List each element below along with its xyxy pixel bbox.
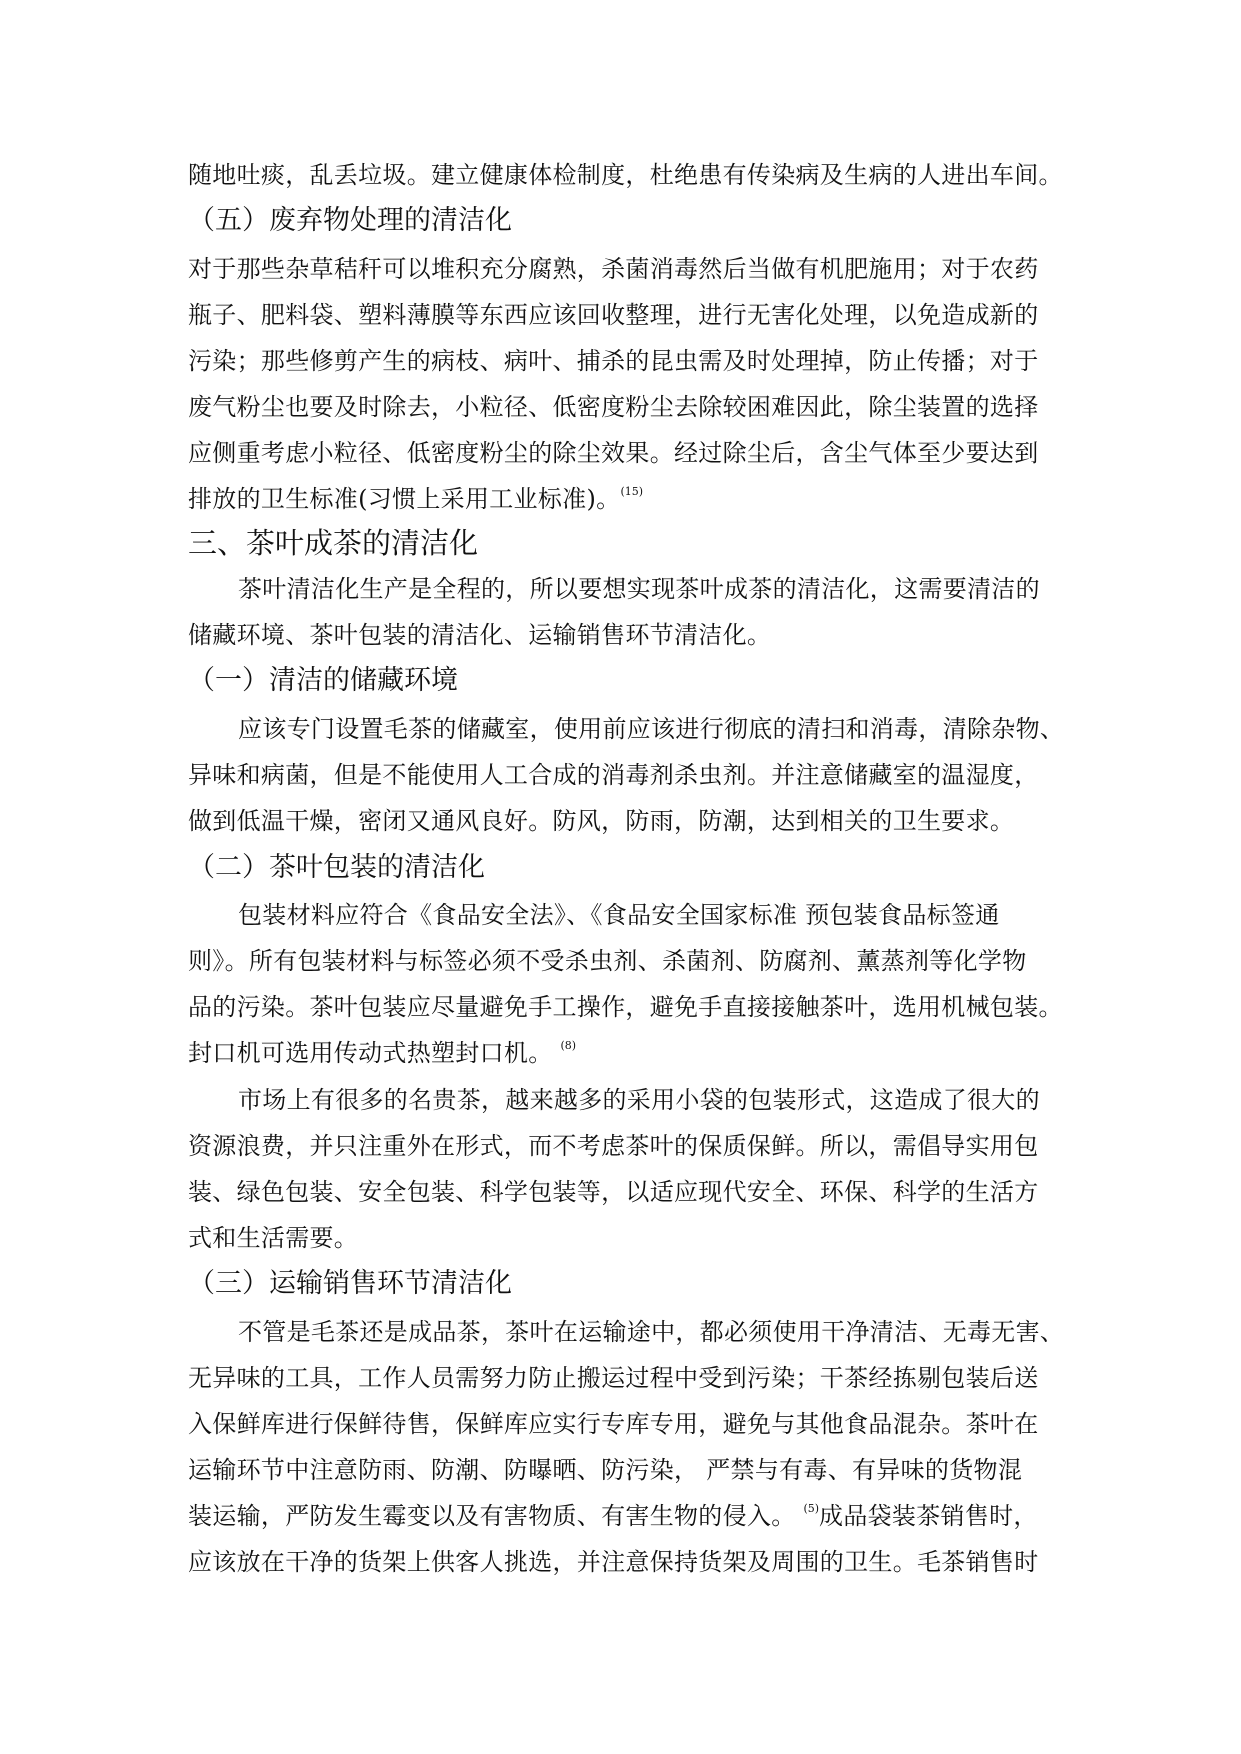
paragraph-text: 排放的卫生标准(习惯上采用工业标准)。 — [188, 485, 621, 513]
paragraph-line: 应该专门设置毛茶的储藏室，使用前应该进行彻底的清扫和消毒，清除杂物、 — [238, 715, 1065, 743]
paragraph-line — [188, 1501, 1038, 1531]
paragraph-line: 应该放在干净的货架上供客人挑选，并注意保持货架及周围的卫生。毛茶销售时 — [188, 1548, 1039, 1576]
paragraph-line — [188, 484, 643, 514]
citation-ref: (8) — [560, 1039, 577, 1052]
paragraph-line: 不管是毛茶还是成品茶，茶叶在运输途中，都必须使用干净清洁、无毒无害、 — [238, 1318, 1065, 1346]
paragraph-text: 装运输，严防发生霉变以及有害物质、有害生物的侵入。 — [188, 1502, 796, 1530]
paragraph-line: 无异味的工具，工作人员需努力防止搬运过程中受到污染；干茶经拣剔包装后送 — [188, 1364, 1039, 1392]
paragraph-line: 瓶子、肥料袋、塑料薄膜等东西应该回收整理，进行无害化处理，以免造成新的 — [188, 301, 1039, 329]
paragraph-line: 入保鲜库进行保鲜待售，保鲜库应实行专库专用，避免与其他食品混杂。茶叶在 — [188, 1410, 1039, 1438]
paragraph-line: 废气粉尘也要及时除去，小粒径、低密度粉尘去除较困难因此，除尘装置的选择 — [188, 393, 1039, 421]
paragraph-line: 做到低温干燥，密闭又通风良好。防风，防雨，防潮，达到相关的卫生要求。 — [188, 807, 1015, 835]
paragraph-line: 市场上有很多的名贵茶，越来越多的采用小袋的包装形式，这造成了很大的 — [238, 1086, 1040, 1114]
paragraph-line: 式和生活需要。 — [188, 1224, 359, 1252]
paragraph-line: 对于那些杂草秸秆可以堆积充分腐熟，杀菌消毒然后当做有机肥施用；对于农药 — [188, 255, 1039, 283]
citation-ref: (5) — [803, 1502, 820, 1515]
paragraph-line: 储藏环境、茶叶包装的清洁化、运输销售环节清洁化。 — [188, 621, 772, 649]
paragraph-line: 则》。所有包装材料与标签必须不受杀虫剂、杀菌剂、防腐剂、薰蒸剂等化学物 — [188, 947, 1027, 975]
chapter-heading: 三、茶叶成茶的清洁化 — [188, 526, 479, 560]
paragraph-line: 包装材料应符合《食品安全法》、《食品安全国家标准 预包装食品标签通 — [238, 901, 1000, 929]
section-heading-transport: （三）运输销售环节清洁化 — [188, 1268, 512, 1299]
paragraph-line: 装、绿色包装、安全包装、科学包装等，以适应现代安全、环保、科学的生活方 — [188, 1178, 1039, 1206]
paragraph-line: 运输环节中注意防雨、防潮、防曝晒、防污染， 严禁与有毒、有异味的货物混 — [188, 1456, 1023, 1484]
paragraph-line: 应侧重考虑小粒径、低密度粉尘的除尘效果。经过除尘后，含尘气体至少要达到 — [188, 439, 1039, 467]
paragraph-line: 品的污染。茶叶包装应尽量避免手工操作，避免手直接接触茶叶，选用机械包装。 — [188, 993, 1063, 1021]
paragraph-line: 污染；那些修剪产生的病枝、病叶、捕杀的昆虫需及时处理掉，防止传播；对于 — [188, 347, 1039, 375]
section-heading-storage: （一）清洁的储藏环境 — [188, 665, 458, 696]
paragraph-line: 异味和病菌，但是不能使用人工合成的消毒剂杀虫剂。并注意储藏室的温湿度， — [188, 761, 1039, 789]
section-heading-waste: （五）废弃物处理的清洁化 — [188, 205, 512, 236]
section-heading-packaging: （二）茶叶包装的清洁化 — [188, 852, 485, 883]
paragraph-line: 随地吐痰，乱丢垃圾。建立健康体检制度，杜绝患有传染病及生病的人进出车间。 — [188, 161, 1063, 189]
paragraph-text: 成品袋装茶销售时， — [819, 1502, 1038, 1530]
paragraph-line: 茶叶清洁化生产是全程的，所以要想实现茶叶成茶的清洁化，这需要清洁的 — [238, 575, 1040, 603]
paragraph-line — [188, 1038, 576, 1068]
paragraph-line: 资源浪费，并只注重外在形式，而不考虑茶叶的保质保鲜。所以，需倡导实用包 — [188, 1132, 1039, 1160]
paragraph-text: 封口机可选用传动式热塑封口机。 — [188, 1039, 553, 1067]
citation-ref: (15) — [620, 485, 644, 498]
